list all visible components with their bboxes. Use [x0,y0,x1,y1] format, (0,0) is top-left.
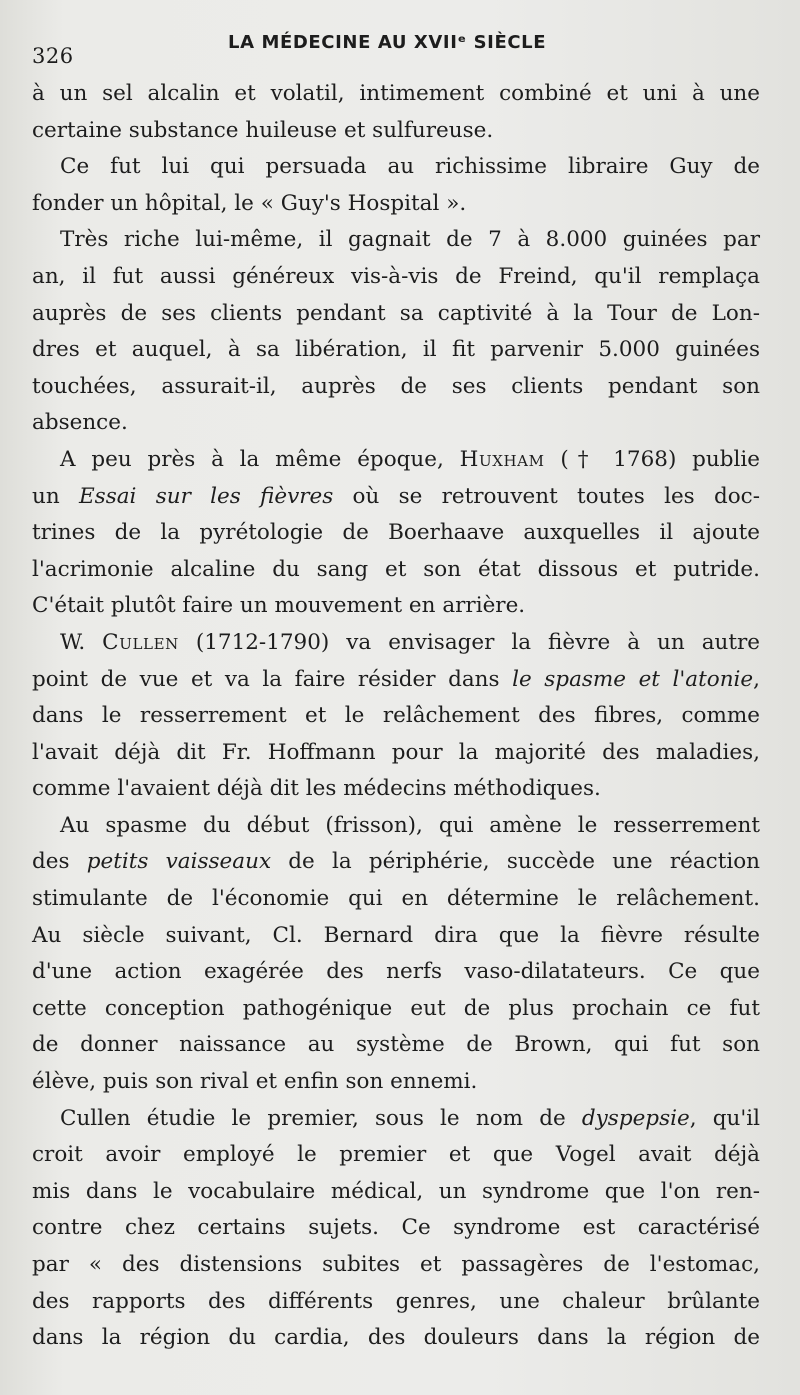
text-run: de la périphérie, succède une réaction [271,849,761,875]
text-run: (1712-1790) va envisager la fièvre à un autre [178,629,760,655]
text-line [32,662,760,699]
italic-phrase: petits vaisseaux [86,849,272,875]
text-line: Très riche lui-même, il gagnait de 7 à 8.000 guinées par [60,227,760,253]
text-line: des rapports des différents genres, une chaleur brûlante [32,1288,760,1314]
text-line: dans la région du cardia, des douleurs dans la région de [32,1325,760,1351]
text-run: († 1768) publie [544,446,760,472]
text-line [32,1101,760,1138]
text-line: élève, puis son rival et enfin son ennemi. [32,1069,478,1095]
running-title: LA MÉDECINE AU XVIIᵉ SIÈCLE [228,32,547,53]
page-number: 326 [32,44,74,68]
text-line: Au spasme du début (frisson), qui amène le resserrement [60,812,760,838]
author-name: Huxham [459,446,545,472]
text-line: contre chez certains sujets. Ce syndrome est caractérisé [32,1215,760,1241]
text-line: fonder un hôpital, le « Guy's Hospital ». [32,190,467,216]
text-line: Ce fut lui qui persuada au richissime libraire Guy de [60,154,760,180]
text-line: Au siècle suivant, Cl. Bernard dira que la fièvre résulte [32,922,760,948]
text-line: an, il fut aussi généreux vis-à-vis de Freind, qu'il remplaça [32,263,760,289]
text-run: point de vue et va la faire résider dans [32,666,513,692]
page-header [32,28,772,68]
italic-term: dyspepsie [581,1105,690,1131]
text-line: mis dans le vocabulaire médical, un syndrome que l'on ren- [32,1178,760,1204]
text-line: par « des distensions subites et passagères de l'estomac, [32,1252,760,1277]
author-name: Cullen [102,629,179,655]
text-line [32,479,760,516]
text-line: trines de la pyrétologie de Boerhaave auxquelles il ajoute [32,520,760,546]
text-line: certaine substance huileuse et sulfureuse. [32,117,494,143]
text-line: l'avait déjà dit Fr. Hoffmann pour la majorité des maladies, [32,739,760,765]
text-line: de donner naissance au système de Brown, qui fut son [32,1032,760,1058]
text-line: cette conception pathogénique eut de plus prochain ce fut [32,995,760,1021]
italic-phrase: le spasme et l'atonie [512,666,754,692]
text-line: croit avoir employé le premier et que Vogel avait déjà [32,1142,760,1168]
text-line [32,625,760,662]
body-text [32,76,760,1357]
text-line: l'acrimonie alcaline du sang et son état dissous et putride. [32,556,760,582]
text-run: , [753,666,760,692]
text-line: auprès de ses clients pendant sa captivité à la Tour de Lon- [32,300,760,326]
text-run: Cullen étudie le premier, sous le nom de [60,1105,582,1131]
text-line: touchées, assurait-il, auprès de ses clients pendant son [32,373,760,399]
text-line: dres et auquel, à sa libération, il fit parvenir 5.000 guinées [32,337,760,363]
text-line: absence. [32,410,128,436]
text-line [32,442,760,479]
text-line [32,844,760,881]
text-line: comme l'avaient déjà dit les médecins méthodiques. [32,776,601,802]
book-title: Essai sur les fièvres [78,483,334,509]
text-line: d'une action exagérée des nerfs vaso-dilatateurs. Ce que [32,959,760,985]
text-line: dans le resserrement et le relâchement des fibres, comme [32,703,760,729]
text-line: à un sel alcalin et volatil, intimement combiné et uni à une [32,81,760,106]
text-run: un [32,483,79,509]
text-line: C'était plutôt faire un mouvement en arrière. [32,593,526,619]
text-run: A peu près à la même époque, [60,446,460,472]
text-run: des [32,849,87,875]
text-run: où se retrouvent toutes les doc- [333,483,760,509]
text-line: stimulante de l'économie qui en détermine le relâchement. [32,886,760,912]
text-run: , qu'il [689,1105,760,1131]
text-run: W. [60,629,103,655]
